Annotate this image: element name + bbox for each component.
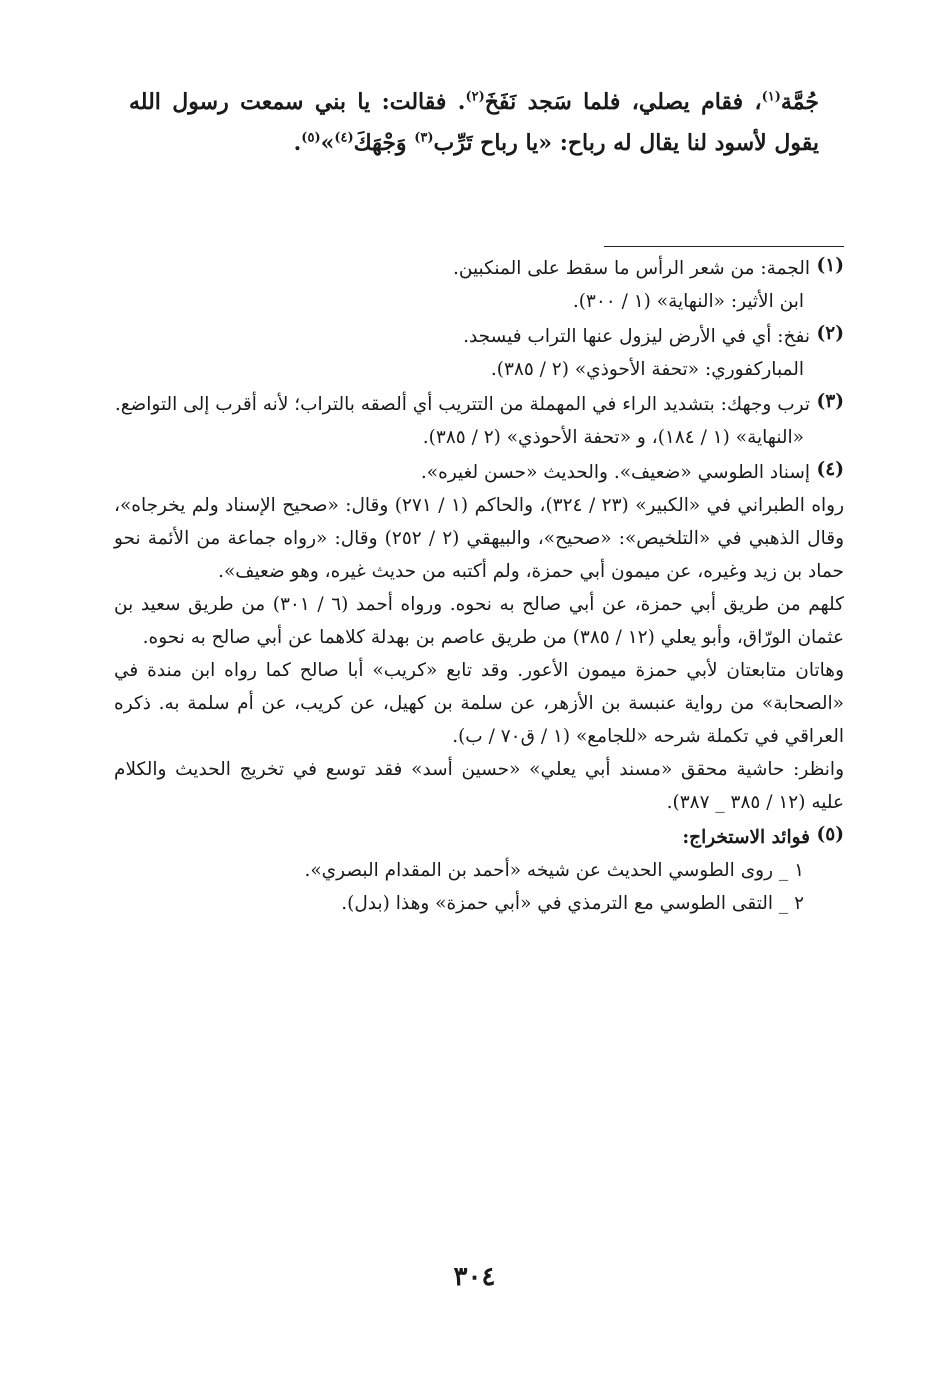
footnote-line: إسناد الطوسي «ضعيف». والحديث «حسن لغيره».	[420, 462, 810, 483]
footnote-line: ٢ _ التقى الطوسي مع الترمذي في «أبي حمزة» وهذا (بدل).	[341, 893, 804, 914]
main-text-segment: . فقالت: يا بني سمعت رسول الله يقول لأسود لنا يقال له رباح: «يا رباح تَرِّب	[129, 89, 819, 156]
footnote-paragraph: كلهم من طريق أبي حمزة، عن أبي صالح به نحوه. ورواه أحمد (٦ / ٣٠١) من طريق سعيد بن عثمان الورّاق، وأبو يعلي (١٢ / ٣٨٥) من طريق عاصم بن بهدلة كلاهما عن أبي صالح به نحوه.	[114, 594, 844, 648]
footnote-line: الجمة: من شعر الرأس ما سقط على المنكبين.	[452, 258, 810, 279]
footnote-ref-4[interactable]: (٤)	[334, 130, 354, 146]
footnote-number: (٤)	[816, 459, 844, 480]
footnote-4	[114, 456, 844, 819]
footnote-line: المباركفوري: «تحفة الأحوذي» (٢ / ٣٨٥).	[490, 359, 804, 380]
main-text-segment: وَجْهَكَ	[353, 129, 415, 156]
footnote-5	[114, 821, 844, 920]
main-text	[129, 82, 819, 163]
footnote-paragraph: وانظر: حاشية محقق «مسند أبي يعلي» «حسين أسد» فقد توسع في تخريج الحديث والكلام عليه (١٢ / ٣٨٥ _ ٣٨٧).	[114, 759, 844, 813]
footnote-ref-2[interactable]: (٢)	[465, 89, 485, 105]
footnote-number: (٥)	[816, 824, 844, 845]
footnote-number: (٣)	[816, 391, 844, 412]
footnote-paragraph: رواه الطبراني في «الكبير» (٢٣ / ٣٢٤)، والحاكم (١ / ٢٧١) وقال: «صحيح الإسناد ولم يخرجاه»، وقال الذهبي في «التلخيص»: «صحيح»، والبيهقي (٢ / ٢٥٢) وقال: «رواه جماعة من الأئمة نحو حماد بن زيد وغيره، عن ميمون أبي حمزة، ولم أكتبه من حديث غيره، وهو ضعيف».	[114, 495, 845, 582]
footnotes-section	[114, 252, 844, 922]
footnote-1	[114, 252, 844, 318]
footnote-ref-3[interactable]: (٣)	[414, 130, 434, 146]
footnote-line: ترب وجهك: بتشديد الراء في المهملة من التتريب أي ألصقه بالتراب؛ لأنه أقرب إلى التواضع.	[114, 394, 810, 415]
footnote-line: «النهاية» (١ / ١٨٤)، و «تحفة الأحوذي» (٢ / ٣٨٥).	[422, 427, 804, 448]
footnote-ref-1[interactable]: (١)	[761, 89, 781, 105]
footnote-divider	[604, 246, 844, 247]
footnote-2	[114, 320, 844, 386]
footnote-line: نفخ: أي في الأرض ليزول عنها التراب فيسجد.	[463, 326, 810, 347]
footnote-3	[114, 388, 844, 454]
footnote-number: (٢)	[816, 323, 844, 344]
main-text-segment: »	[320, 129, 335, 156]
page-number: ٣٠٤	[453, 1262, 496, 1292]
footnote-heading: فوائد الاستخراج:	[682, 827, 810, 848]
main-text-segment: .	[293, 129, 302, 156]
footnote-number: (١)	[816, 255, 844, 276]
footnote-paragraph: وهاتان متابعتان لأبي حمزة ميمون الأعور. وقد تابع «كريب» أبا صالح كما رواه ابن مندة في «الصحابة» من رواية عنبسة بن الأزهر، عن سلمة بن كهيل، عن كريب، عن أم سلمة به. ذكره العراقي في تكملة شرحه «للجامع» (١ / ق٧٠ / ب).	[114, 660, 844, 747]
main-text-segment: ، فقام يصلي، فلما سَجد نَفَخَ	[484, 89, 762, 115]
main-text-segment: جُمَّة	[780, 89, 820, 115]
footnote-line: ١ _ روى الطوسي الحديث عن شيخه «أحمد بن المقدام البصري».	[304, 860, 804, 881]
footnote-line: ابن الأثير: «النهاية» (١ / ٣٠٠).	[572, 291, 804, 312]
footnote-ref-5[interactable]: (٥)	[301, 130, 321, 146]
